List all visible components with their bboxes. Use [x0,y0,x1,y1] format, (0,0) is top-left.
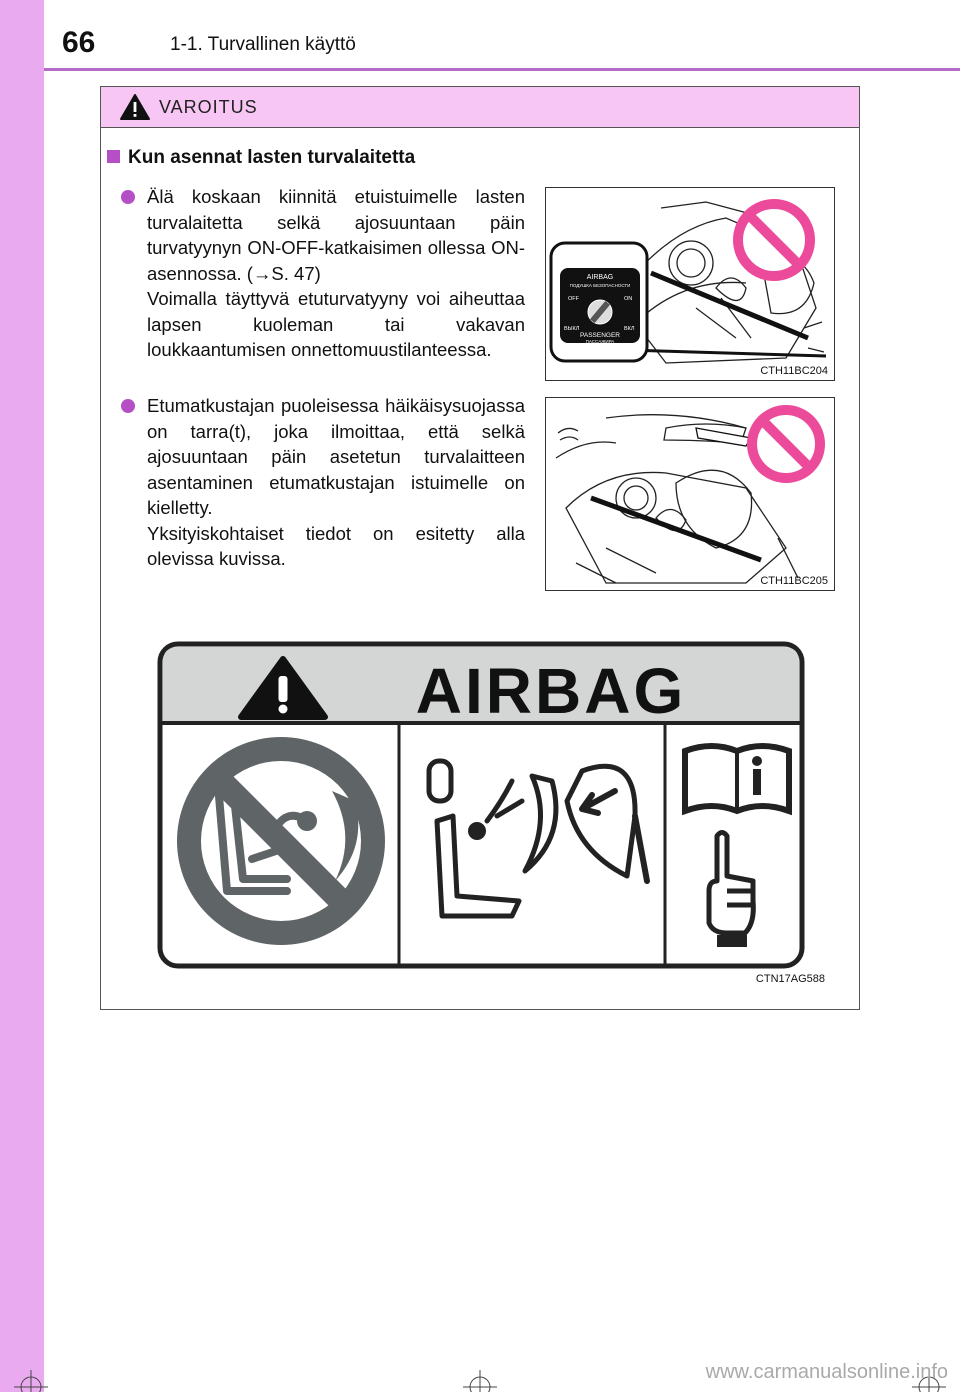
header-rule [44,68,960,71]
warning-box [100,86,860,1010]
crop-mark-icon [463,1370,497,1392]
switch-passenger-label: PASSENGER [580,332,620,339]
switch-title-ru: ПОДУШКА БЕЗОПАСНОСТИ [569,283,631,288]
warning-item-2-note: Yksityiskohtaiset tiedot on esitetty alla olevissa kuvissa. [147,522,525,569]
prohibition-icon [738,204,810,276]
switch-on-label: ON [624,296,633,302]
warning-label: VAROITUS [159,97,258,117]
warning-heading [107,147,415,169]
section-title: 1-1. Turvallinen käyttö [170,34,356,55]
warning-item-2 [125,393,525,572]
manual-book-icon [685,746,789,811]
round-bullet-icon [121,190,135,204]
page-number: 66 [62,26,96,59]
warning-heading-text: Kun asennat lasten turvalaitetta [128,147,416,168]
round-bullet-icon [121,399,135,413]
label-figure-code: CTN17AG588 [755,973,825,985]
figure-airbag-switch [545,187,835,381]
switch-off-label-ru: ВЫКЛ [564,326,580,332]
sun-visor-illustration [546,398,834,590]
airbag-warning-label [157,641,805,971]
airbag-label-title: AIRBAG [415,655,687,727]
no-child-seat-icon [177,737,385,945]
figure-code: CTH11BC205 [760,575,828,587]
figure-sun-visor [545,397,835,591]
warning-triangle-icon [119,93,151,121]
warning-item-1-note: Voimalla täyttyvä etuturvatyyny voi aiheuttaa lapsen kuoleman tai vakavan loukkaantumisen onnettomuustilanteessa. [147,288,525,360]
warning-item-1-text: Älä koskaan kiinnitä etuistuimelle lasten turvalaitetta selkä ajosuuntaan päin turvatyynyn ON-OFF-katkaisimen ollessa ON-asennossa. (→S. 47) [147,186,525,284]
figure-code: CTH11BC204 [760,365,828,377]
side-strip [0,0,44,1392]
warning-header [101,87,859,128]
warning-item-2-text: Etumatkustajan puoleisessa häikäisysuojassa on tarra(t), joka ilmoittaa, että selkä ajosuuntaan päin asetetun turvalaitteen asentaminen etumatkustajan istuimelle on kielletty. [147,395,525,518]
airbag-switch-illustration [546,188,834,380]
switch-on-label-ru: ВКЛ [624,326,635,332]
switch-off-label: OFF [568,296,579,302]
switch-title: AIRBAG [586,274,614,281]
switch-passenger-label-ru: ПАССАЖИРА [585,339,615,344]
warning-item-1 [125,184,525,363]
square-bullet-icon [107,150,120,163]
prohibition-icon [752,410,820,478]
crop-mark-icon [14,1370,48,1392]
footer-watermark-url: www.carmanualsonline.info [705,1361,948,1383]
